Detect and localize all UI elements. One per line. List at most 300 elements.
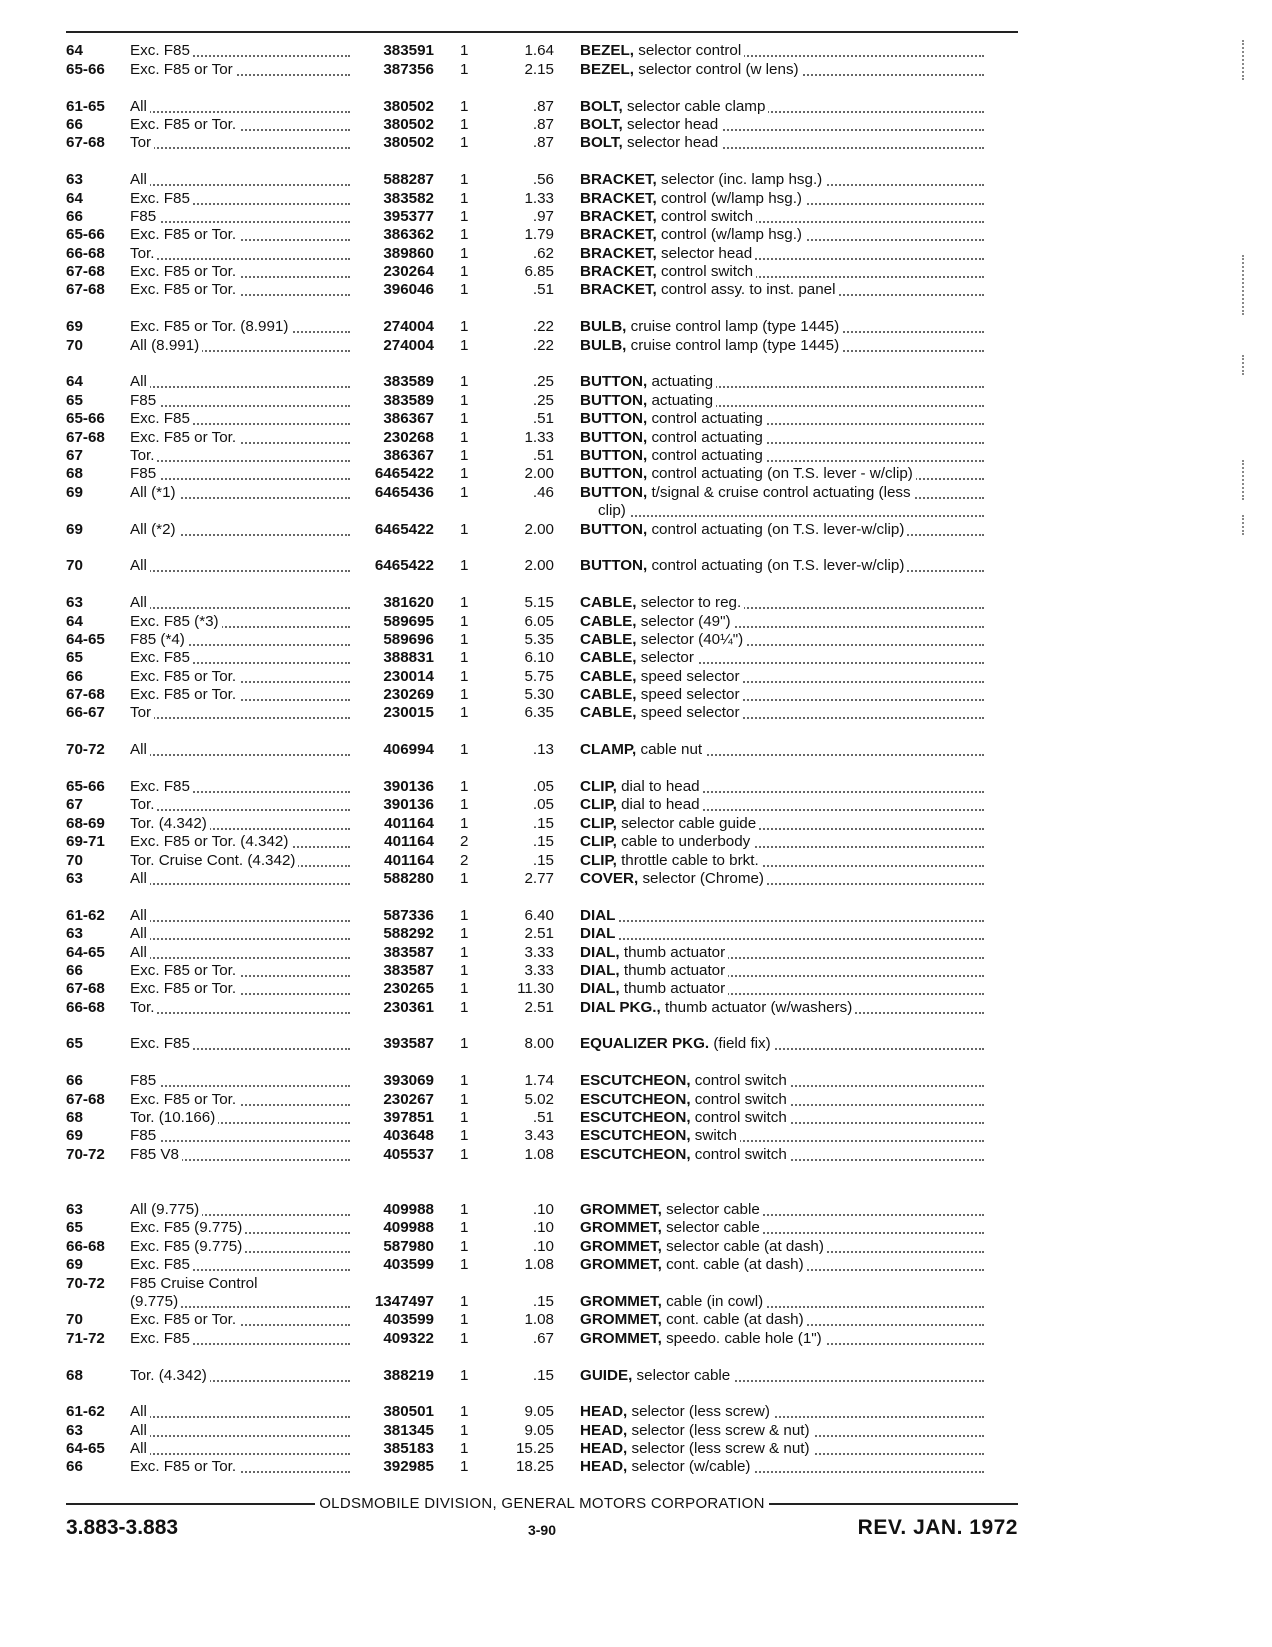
part-row bbox=[66, 281, 1036, 299]
part-name: CLIP, bbox=[580, 778, 617, 796]
part-name: HEAD, bbox=[580, 1421, 628, 1439]
leader-dots bbox=[130, 1085, 350, 1087]
leader-dots bbox=[130, 111, 350, 113]
price: 1.64 bbox=[524, 42, 554, 60]
part-detail: cont. cable (at dash) bbox=[661, 1256, 804, 1274]
application-cell bbox=[130, 944, 356, 962]
part-row bbox=[66, 1366, 1036, 1384]
part-number: 401164 bbox=[384, 833, 434, 851]
application-cell bbox=[130, 484, 356, 502]
quantity: 1 bbox=[460, 1329, 469, 1347]
part-row bbox=[66, 318, 1036, 336]
part-number: 403599 bbox=[383, 1311, 434, 1329]
quantity: 1 bbox=[460, 373, 469, 391]
part-detail: selector cable guide bbox=[616, 814, 757, 832]
price: 1.74 bbox=[524, 1072, 554, 1090]
price: .15 bbox=[532, 851, 554, 869]
application-cell bbox=[130, 171, 356, 189]
part-row bbox=[66, 171, 1036, 189]
margin-scan-marks bbox=[1242, 40, 1248, 600]
part-number: 230361 bbox=[383, 998, 434, 1016]
application-cell bbox=[130, 1330, 356, 1348]
model-year: 69 bbox=[66, 483, 83, 501]
application-cell bbox=[130, 281, 356, 299]
description bbox=[580, 429, 766, 446]
part-detail: actuating bbox=[647, 373, 714, 391]
application-cell bbox=[130, 245, 356, 263]
description bbox=[580, 1201, 763, 1218]
application: F85 Cruise Control bbox=[130, 1275, 260, 1292]
part-detail: cruise control lamp (type 1445) bbox=[626, 318, 840, 336]
leader-dots bbox=[130, 809, 350, 811]
part-number: 383589 bbox=[383, 391, 434, 409]
description-cell bbox=[554, 631, 1036, 649]
quantity: 1 bbox=[460, 1366, 469, 1384]
application-cell bbox=[130, 134, 356, 152]
part-name: CABLE, bbox=[580, 667, 637, 685]
quantity: 1 bbox=[460, 667, 469, 685]
application: Exc. F85 bbox=[130, 1256, 193, 1273]
description bbox=[580, 1422, 813, 1439]
quantity: 1 bbox=[460, 925, 469, 943]
part-detail: control actuating bbox=[647, 428, 763, 446]
part-number: 409988 bbox=[383, 1201, 434, 1218]
application-cell bbox=[130, 741, 356, 759]
application: F85 bbox=[130, 1127, 159, 1144]
part-number: 588280 bbox=[383, 869, 434, 887]
part-number: 383591 bbox=[383, 42, 434, 60]
part-number: 589696 bbox=[383, 630, 434, 648]
part-row bbox=[66, 612, 1036, 630]
part-row bbox=[66, 833, 1036, 851]
part-name: BUTTON, bbox=[580, 465, 648, 483]
price: 1.33 bbox=[524, 428, 554, 446]
part-detail: cable (in cowl) bbox=[661, 1292, 764, 1310]
group-gap bbox=[66, 1348, 1036, 1366]
description bbox=[580, 171, 825, 188]
part-name: GROMMET, bbox=[580, 1256, 662, 1274]
description-cell bbox=[554, 815, 1036, 833]
part-name: HEAD, bbox=[580, 1440, 628, 1458]
part-name: CABLE, bbox=[580, 686, 637, 704]
part-row bbox=[66, 410, 1036, 428]
model-year: 68 bbox=[66, 1109, 83, 1127]
price: .15 bbox=[532, 833, 554, 851]
model-year: 70 bbox=[66, 557, 83, 575]
part-number: 230014 bbox=[383, 667, 434, 685]
description bbox=[580, 557, 907, 574]
price: .87 bbox=[532, 115, 554, 133]
price: 9.05 bbox=[524, 1421, 554, 1439]
price: 9.05 bbox=[524, 1403, 554, 1421]
part-number: 274004 bbox=[383, 318, 434, 336]
model-year: 67-68 bbox=[66, 980, 105, 998]
description-cell bbox=[554, 668, 1036, 686]
quantity: 1 bbox=[460, 281, 469, 299]
part-name: ESCUTCHEON, bbox=[580, 1109, 691, 1127]
model-year: 64-65 bbox=[66, 943, 105, 961]
leader-dots bbox=[130, 607, 350, 609]
application-cell bbox=[130, 1422, 356, 1440]
part-number: 401164 bbox=[384, 814, 434, 832]
application-cell bbox=[130, 686, 356, 704]
quantity: 1 bbox=[460, 980, 469, 998]
part-detail: control actuating (on T.S. lever-w/clip) bbox=[647, 520, 905, 538]
quantity: 1 bbox=[460, 1072, 469, 1090]
application: All bbox=[130, 98, 150, 115]
description bbox=[580, 465, 916, 482]
price: .22 bbox=[532, 336, 554, 354]
description-cell bbox=[554, 962, 1036, 980]
part-detail: control switch bbox=[690, 1072, 787, 1090]
footer-rule-right bbox=[769, 1503, 1018, 1505]
part-number: 6465422 bbox=[374, 557, 434, 575]
part-name: GROMMET, bbox=[580, 1329, 662, 1347]
part-name: COVER, bbox=[580, 869, 639, 887]
price: .22 bbox=[532, 318, 554, 336]
leader-dots bbox=[130, 1416, 350, 1418]
description bbox=[580, 98, 768, 115]
application: All bbox=[130, 373, 150, 390]
leader-dots bbox=[130, 957, 350, 959]
description-cell bbox=[554, 999, 1036, 1017]
application-cell bbox=[130, 1035, 356, 1053]
price: .15 bbox=[532, 814, 554, 832]
part-name: BOLT, bbox=[580, 115, 623, 133]
price: 11.30 bbox=[517, 980, 554, 998]
part-name: CLIP, bbox=[580, 796, 617, 814]
description bbox=[580, 502, 629, 519]
part-row bbox=[66, 42, 1036, 60]
part-row bbox=[66, 1274, 1036, 1292]
part-detail: throttle cable to brkt. bbox=[616, 851, 759, 869]
part-number: 403648 bbox=[383, 1127, 434, 1145]
part-name: GUIDE, bbox=[580, 1366, 633, 1384]
quantity: 1 bbox=[460, 207, 469, 225]
application: F85 bbox=[130, 392, 159, 409]
price: .10 bbox=[532, 1201, 554, 1218]
description bbox=[580, 815, 759, 832]
description bbox=[580, 226, 805, 243]
description bbox=[580, 1091, 790, 1108]
application-cell bbox=[130, 263, 356, 281]
description-cell bbox=[554, 484, 1036, 502]
part-detail: control switch bbox=[690, 1109, 787, 1127]
application: Exc. F85 or Tor. bbox=[130, 226, 239, 243]
application: Tor. bbox=[130, 245, 157, 262]
description bbox=[580, 1072, 790, 1089]
part-detail: clip) bbox=[598, 502, 626, 520]
model-year: 66-68 bbox=[66, 1237, 105, 1255]
description-cell bbox=[554, 245, 1036, 263]
application-cell bbox=[130, 373, 356, 391]
leader-dots bbox=[130, 478, 350, 480]
description-cell bbox=[554, 1293, 1036, 1311]
leader-dots bbox=[130, 147, 350, 149]
part-row bbox=[66, 116, 1036, 134]
application-cell bbox=[130, 649, 356, 667]
quantity: 1 bbox=[460, 814, 469, 832]
quantity: 1 bbox=[460, 134, 469, 152]
part-number: 396046 bbox=[383, 281, 434, 299]
part-number: 383589 bbox=[383, 373, 434, 391]
part-detail: selector (49") bbox=[636, 612, 731, 630]
model-year: 61-62 bbox=[66, 906, 105, 924]
price: .87 bbox=[532, 134, 554, 152]
part-name: BUTTON, bbox=[580, 483, 648, 501]
application-cell bbox=[130, 1146, 356, 1164]
model-year: 64-65 bbox=[66, 630, 105, 648]
part-row bbox=[66, 1293, 1036, 1311]
description bbox=[580, 208, 756, 225]
part-detail: thumb actuator (w/washers) bbox=[660, 998, 853, 1016]
part-name: BUTTON, bbox=[580, 391, 648, 409]
application: All bbox=[130, 1422, 150, 1439]
description-cell bbox=[554, 392, 1036, 410]
model-year: 71-72 bbox=[66, 1329, 105, 1347]
model-year: 68 bbox=[66, 465, 83, 483]
model-year: 61-62 bbox=[66, 1403, 105, 1421]
quantity: 1 bbox=[460, 1145, 469, 1163]
application: Tor. bbox=[130, 796, 157, 813]
part-detail: control actuating (on T.S. lever - w/clip) bbox=[647, 465, 913, 483]
price: .46 bbox=[532, 483, 554, 501]
application-cell bbox=[130, 778, 356, 796]
part-name: BUTTON, bbox=[580, 446, 648, 464]
part-number: 6465422 bbox=[374, 465, 434, 483]
quantity: 1 bbox=[460, 686, 469, 704]
description bbox=[580, 999, 855, 1016]
description bbox=[580, 1293, 766, 1310]
part-name: BRACKET, bbox=[580, 207, 657, 225]
part-name: CABLE, bbox=[580, 594, 637, 612]
quantity: 1 bbox=[460, 318, 469, 336]
description bbox=[580, 410, 766, 427]
footer-rule bbox=[66, 1495, 1018, 1512]
part-number: 380502 bbox=[383, 134, 434, 152]
part-detail: control (w/lamp hsg.) bbox=[656, 189, 802, 207]
part-row bbox=[66, 244, 1036, 262]
part-number: 381345 bbox=[383, 1421, 434, 1439]
part-number: 587336 bbox=[383, 906, 434, 924]
part-name: BUTTON, bbox=[580, 428, 648, 446]
part-row bbox=[66, 814, 1036, 832]
part-number: 588292 bbox=[383, 925, 434, 943]
quantity: 1 bbox=[460, 97, 469, 115]
price: .51 bbox=[532, 446, 554, 464]
application-cell bbox=[130, 429, 356, 447]
part-number: 403599 bbox=[383, 1256, 434, 1274]
part-name: DIAL PKG., bbox=[580, 998, 661, 1016]
group-gap bbox=[66, 1164, 1036, 1182]
quantity: 1 bbox=[460, 998, 469, 1016]
part-name: DIAL, bbox=[580, 943, 620, 961]
part-number: 386367 bbox=[383, 410, 434, 428]
leader-dots bbox=[130, 221, 350, 223]
application: Exc. F85 or Tor. bbox=[130, 962, 239, 979]
part-row bbox=[66, 1201, 1036, 1219]
model-year: 65-66 bbox=[66, 60, 105, 78]
part-row bbox=[66, 1090, 1036, 1108]
description bbox=[580, 392, 716, 409]
part-number: 405537 bbox=[383, 1145, 434, 1163]
footer-rule-left bbox=[66, 1503, 315, 1505]
application-cell bbox=[130, 42, 356, 60]
quantity: 1 bbox=[460, 1090, 469, 1108]
part-row bbox=[66, 1311, 1036, 1329]
model-year: 67-68 bbox=[66, 1090, 105, 1108]
description bbox=[580, 1458, 754, 1475]
price: .97 bbox=[532, 207, 554, 225]
description-cell bbox=[554, 1403, 1036, 1421]
description bbox=[580, 833, 753, 850]
application: All bbox=[130, 557, 150, 574]
description-cell bbox=[554, 557, 1036, 575]
description-cell bbox=[554, 208, 1036, 226]
application: Exc. F85 or Tor. (4.342) bbox=[130, 833, 291, 850]
part-row bbox=[66, 520, 1036, 538]
description-cell bbox=[554, 281, 1036, 299]
quantity: 1 bbox=[460, 1421, 469, 1439]
quantity: 1 bbox=[460, 741, 469, 759]
part-name: CLIP, bbox=[580, 833, 617, 851]
description bbox=[580, 686, 743, 703]
part-name: ESCUTCHEON, bbox=[580, 1090, 691, 1108]
application: All bbox=[130, 907, 150, 924]
description-cell bbox=[554, 1256, 1036, 1274]
application-cell bbox=[130, 907, 356, 925]
description-cell bbox=[554, 226, 1036, 244]
quantity: 1 bbox=[460, 428, 469, 446]
price: .15 bbox=[532, 1292, 554, 1310]
group-gap bbox=[66, 759, 1036, 777]
application-cell bbox=[130, 1403, 356, 1421]
price: 2.15 bbox=[524, 60, 554, 78]
model-year: 63 bbox=[66, 594, 83, 612]
application-cell bbox=[130, 1127, 356, 1145]
application: Exc. F85 or Tor bbox=[130, 61, 236, 78]
price: .67 bbox=[532, 1329, 554, 1347]
application-cell bbox=[130, 1219, 356, 1237]
description bbox=[580, 61, 802, 78]
group-gap bbox=[66, 299, 1036, 317]
description-cell bbox=[554, 594, 1036, 612]
description bbox=[580, 704, 743, 721]
leader-dots bbox=[130, 920, 350, 922]
description-cell bbox=[554, 1109, 1036, 1127]
leader-dots bbox=[580, 515, 984, 517]
part-row bbox=[66, 428, 1036, 446]
description-cell bbox=[554, 318, 1036, 336]
model-year: 65 bbox=[66, 1219, 83, 1237]
part-name: CLIP, bbox=[580, 814, 617, 832]
price: 6.05 bbox=[524, 612, 554, 630]
application: Tor. (4.342) bbox=[130, 815, 210, 832]
application: Exc. F85 or Tor. bbox=[130, 980, 239, 997]
part-name: EQUALIZER PKG. bbox=[580, 1035, 710, 1053]
part-name: BRACKET, bbox=[580, 226, 657, 244]
quantity: 1 bbox=[460, 171, 469, 189]
part-detail: selector cable bbox=[632, 1366, 731, 1384]
part-number: 274004 bbox=[383, 336, 434, 354]
application: Exc. F85 or Tor. bbox=[130, 429, 239, 446]
part-row bbox=[66, 134, 1036, 152]
price: .62 bbox=[532, 244, 554, 262]
part-number: 388219 bbox=[383, 1366, 434, 1384]
part-number: 395377 bbox=[383, 207, 434, 225]
description bbox=[580, 1109, 790, 1126]
part-detail: thumb actuator bbox=[619, 961, 726, 979]
description bbox=[580, 1127, 740, 1144]
part-number: 230015 bbox=[383, 704, 434, 722]
description-cell bbox=[554, 944, 1036, 962]
description-cell bbox=[554, 429, 1036, 447]
model-year: 64 bbox=[66, 612, 83, 630]
leader-dots bbox=[130, 460, 350, 462]
application: All bbox=[130, 741, 150, 758]
price: 2.00 bbox=[524, 520, 554, 538]
application-cell bbox=[130, 852, 356, 870]
description bbox=[580, 925, 618, 942]
model-year: 64 bbox=[66, 373, 83, 391]
application-cell bbox=[130, 594, 356, 612]
part-number: 383587 bbox=[383, 961, 434, 979]
part-name: HEAD, bbox=[580, 1458, 628, 1476]
quantity: 1 bbox=[460, 704, 469, 722]
model-year: 66 bbox=[66, 207, 83, 225]
model-year: 70 bbox=[66, 851, 83, 869]
description-cell bbox=[554, 116, 1036, 134]
application: All bbox=[130, 925, 150, 942]
part-number: 392985 bbox=[383, 1458, 434, 1476]
price: .10 bbox=[532, 1219, 554, 1237]
part-row bbox=[66, 998, 1036, 1016]
part-detail: selector (Chrome) bbox=[638, 869, 764, 887]
quantity: 1 bbox=[460, 778, 469, 796]
description-cell bbox=[554, 171, 1036, 189]
model-year: 67 bbox=[66, 446, 83, 464]
leader-dots bbox=[130, 405, 350, 407]
leader-dots bbox=[130, 258, 350, 260]
part-detail: selector cable bbox=[661, 1201, 760, 1218]
group-gap bbox=[66, 888, 1036, 906]
application: Tor. bbox=[130, 447, 157, 464]
part-name: GROMMET, bbox=[580, 1201, 662, 1218]
part-detail: selector cable bbox=[661, 1219, 760, 1237]
leader-dots bbox=[580, 938, 984, 940]
quantity: 1 bbox=[460, 1440, 469, 1458]
model-year: 69 bbox=[66, 1256, 83, 1274]
part-row bbox=[66, 465, 1036, 483]
description-cell bbox=[554, 1440, 1036, 1458]
leader-dots bbox=[130, 1012, 350, 1014]
application: Exc. F85 or Tor. bbox=[130, 1458, 239, 1475]
description bbox=[580, 594, 744, 611]
application-cell bbox=[130, 962, 356, 980]
part-row bbox=[66, 1109, 1036, 1127]
price: .51 bbox=[532, 281, 554, 299]
application: All bbox=[130, 944, 150, 961]
model-year: 65 bbox=[66, 649, 83, 667]
application: All (8.991) bbox=[130, 337, 202, 354]
application-cell bbox=[130, 61, 356, 79]
part-row bbox=[66, 796, 1036, 814]
quantity: 2 bbox=[460, 851, 469, 869]
model-year: 65 bbox=[66, 391, 83, 409]
description-cell bbox=[554, 1422, 1036, 1440]
part-number: 380502 bbox=[383, 115, 434, 133]
model-year: 68-69 bbox=[66, 814, 105, 832]
